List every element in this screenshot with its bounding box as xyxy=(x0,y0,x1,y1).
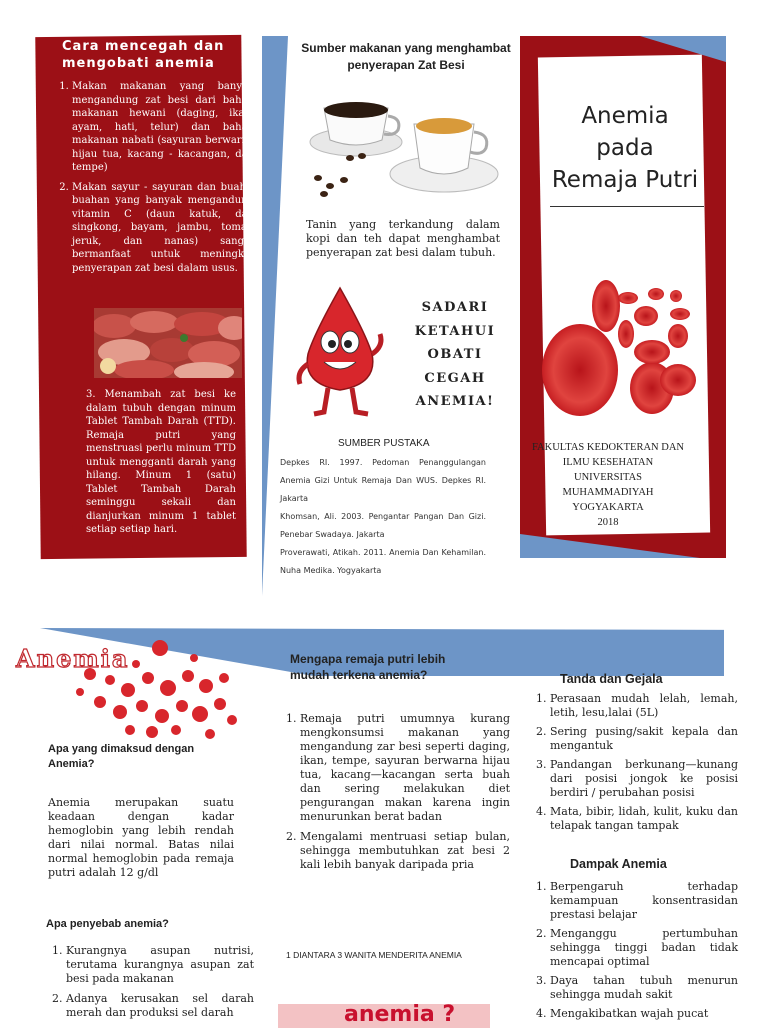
institution-line: YOGYAKARTA xyxy=(572,502,644,513)
reference-item: Depkes RI. 1997. Pedoman Penanggulangan Anemia Gizi Untuk Remaja Dan WUS. Depkes RI. Jakarta xyxy=(280,458,486,503)
prevent-list xyxy=(54,80,254,281)
institution-line: 2018 xyxy=(597,517,619,528)
list-item: 2. Mengalami mentruasi setiap bulan, sehingga membutuhkan zat besi 2 kali lebih banyak daripada pria xyxy=(300,830,510,872)
why-question: Mengapa remaja putri lebih mudah terkena anemia? xyxy=(290,652,446,682)
cover-title xyxy=(540,100,710,196)
signs-title: Tanda dan Gejala xyxy=(560,672,663,686)
inhibitor-title: Sumber makanan yang menghambat penyerapan Zat Besi xyxy=(301,41,511,72)
blood-drop-mascot-icon xyxy=(294,284,388,420)
list-item: 4. Mengakibatkan wajah pucat xyxy=(550,1007,738,1021)
reference-item: Proverawati, Atikah. 2011. Anemia Dan Kehamilan. Nuha Medika. Yogyakarta xyxy=(280,548,486,575)
slogan-line: SADARI xyxy=(421,300,489,315)
institution-line: FAKULTAS KEDOKTERAN DAN xyxy=(532,442,684,453)
references-list xyxy=(280,454,486,580)
impact-title: Dampak Anemia xyxy=(570,857,667,871)
slogan-line: CEGAH xyxy=(424,370,486,386)
institution-line: UNIVERSITAS MUHAMMADIYAH xyxy=(562,472,654,498)
reference-item: Khomsan, Ali. 2003. Pengantar Pangan Dan Gizi. Penebar Swadaya. Jakarta xyxy=(280,512,486,539)
list-item: 2. Makan sayur - sayuran dan buah - buahan yang banyak mengandung vitamin C (daun katuk, dan singkong, bayam, jambu, tomat, jeruk, dan nanas) sangat bermanfaat untuk meningkat penyerapan zat besi dalam usus. xyxy=(72,181,254,276)
list-item: 4. Mata, bibir, lidah, kulit, kuku dan telapak tangan tampak xyxy=(550,805,738,833)
references-title: SUMBER PUSTAKA xyxy=(338,438,430,449)
list-item: 3. Daya tahan tubuh menurun sehingga mudah sakit xyxy=(550,974,738,1002)
pink-banner-text: anemia ? xyxy=(344,1002,456,1027)
divider xyxy=(550,206,704,207)
cover-title-line: Anemia xyxy=(581,103,669,129)
prevent-panel-title: Cara mencegah dan mengobati anemia xyxy=(62,39,225,71)
anemia-logo-text: Anemia xyxy=(16,644,130,673)
tanin-text: Tanin yang terkandung dalam kopi dan teh dapat menghambat penyerapan zat besi dalam tubuh. xyxy=(306,218,500,259)
meat-photo xyxy=(94,308,242,378)
list-item: 2. Menganggu pertumbuhan sehingga tinggi badan tidak mencapai optimal xyxy=(550,927,738,969)
red-blood-cells-icon xyxy=(542,276,702,424)
what-question: Apa yang dimaksud dengan Anemia? xyxy=(48,743,195,770)
ratio-text: 1 DIANTARA 3 WANITA MENDERITA ANEMIA xyxy=(286,950,462,960)
what-answer: Anemia merupakan suatu keadaan dengan kadar hemoglobin yang lebih rendah dari nilai normal. Batas nilai normal hemoglobin pada remaja putri adalah 12 g/dl xyxy=(48,796,234,879)
slogan-line: OBATI xyxy=(427,347,483,362)
list-item: 1. Makan makanan yang banyak mengandung zat besi dari bahan makanan hewani (daging, ikan, ayam, hati, telur) dan bahan makanan nabati (sayuran berwarna hijau tua, kacang - kacangan, dan tempe) xyxy=(72,80,254,175)
list-item: 1. Kurangnya asupan nutrisi, terutama kurangnya asupan zat besi pada makanan xyxy=(66,944,254,986)
list-item: 1. Remaja putri umumnya kurang mengkonsumsi makanan yang mengandung zar besi seperti daging, ikan, tempe, sayuran berwarna hijau tua, kacang—kacangan serta buah dan sering melakukan diet pengurangan makan karena ingin menurunkan berat badan xyxy=(300,712,510,824)
list-item: 2. Adanya kerusakan sel darah merah dan produksi sel darah xyxy=(66,992,254,1020)
slogan xyxy=(400,296,510,414)
cover-title-line: pada xyxy=(596,135,654,161)
impact-list xyxy=(532,880,738,1026)
slogan-line: ANEMIA! xyxy=(415,394,495,409)
institution xyxy=(528,440,688,530)
cause-list xyxy=(46,944,254,1026)
list-item: 3. Pandangan berkunang—kunang dari posisi jongok ke posisi berdiri / perubahan posisi xyxy=(550,758,738,800)
coffee-tea-icon xyxy=(304,94,504,206)
cause-question: Apa penyebab anemia? xyxy=(46,918,169,930)
prevent-item-3: 3. Menambah zat besi ke dalam tubuh dengan minum Tablet Tambah Darah (TTD). Remaja putri yang menstruasi perlu minum TTD untuk mengganti darah yang hilang. Minum 1 (satu) Tablet Tambah Darah seminggu sekali dan dianjurkan minum 1 tablet setiap setiap hari. xyxy=(86,389,236,535)
cover-title-line: Remaja Putri xyxy=(551,167,699,193)
list-item: 2. Sering pusing/sakit kepala dan mengantuk xyxy=(550,725,738,753)
institution-line: ILMU KESEHATAN xyxy=(562,457,654,468)
slogan-line: KETAHUI xyxy=(414,323,496,339)
signs-list xyxy=(532,692,738,838)
list-item: 1. Perasaan mudah lelah, lemah, letih, lesu,lalai (5L) xyxy=(550,692,738,720)
list-item: 1. Berpengaruh terhadap kemampuan konsentrasidan prestasi belajar xyxy=(550,880,738,922)
why-list xyxy=(282,712,510,878)
